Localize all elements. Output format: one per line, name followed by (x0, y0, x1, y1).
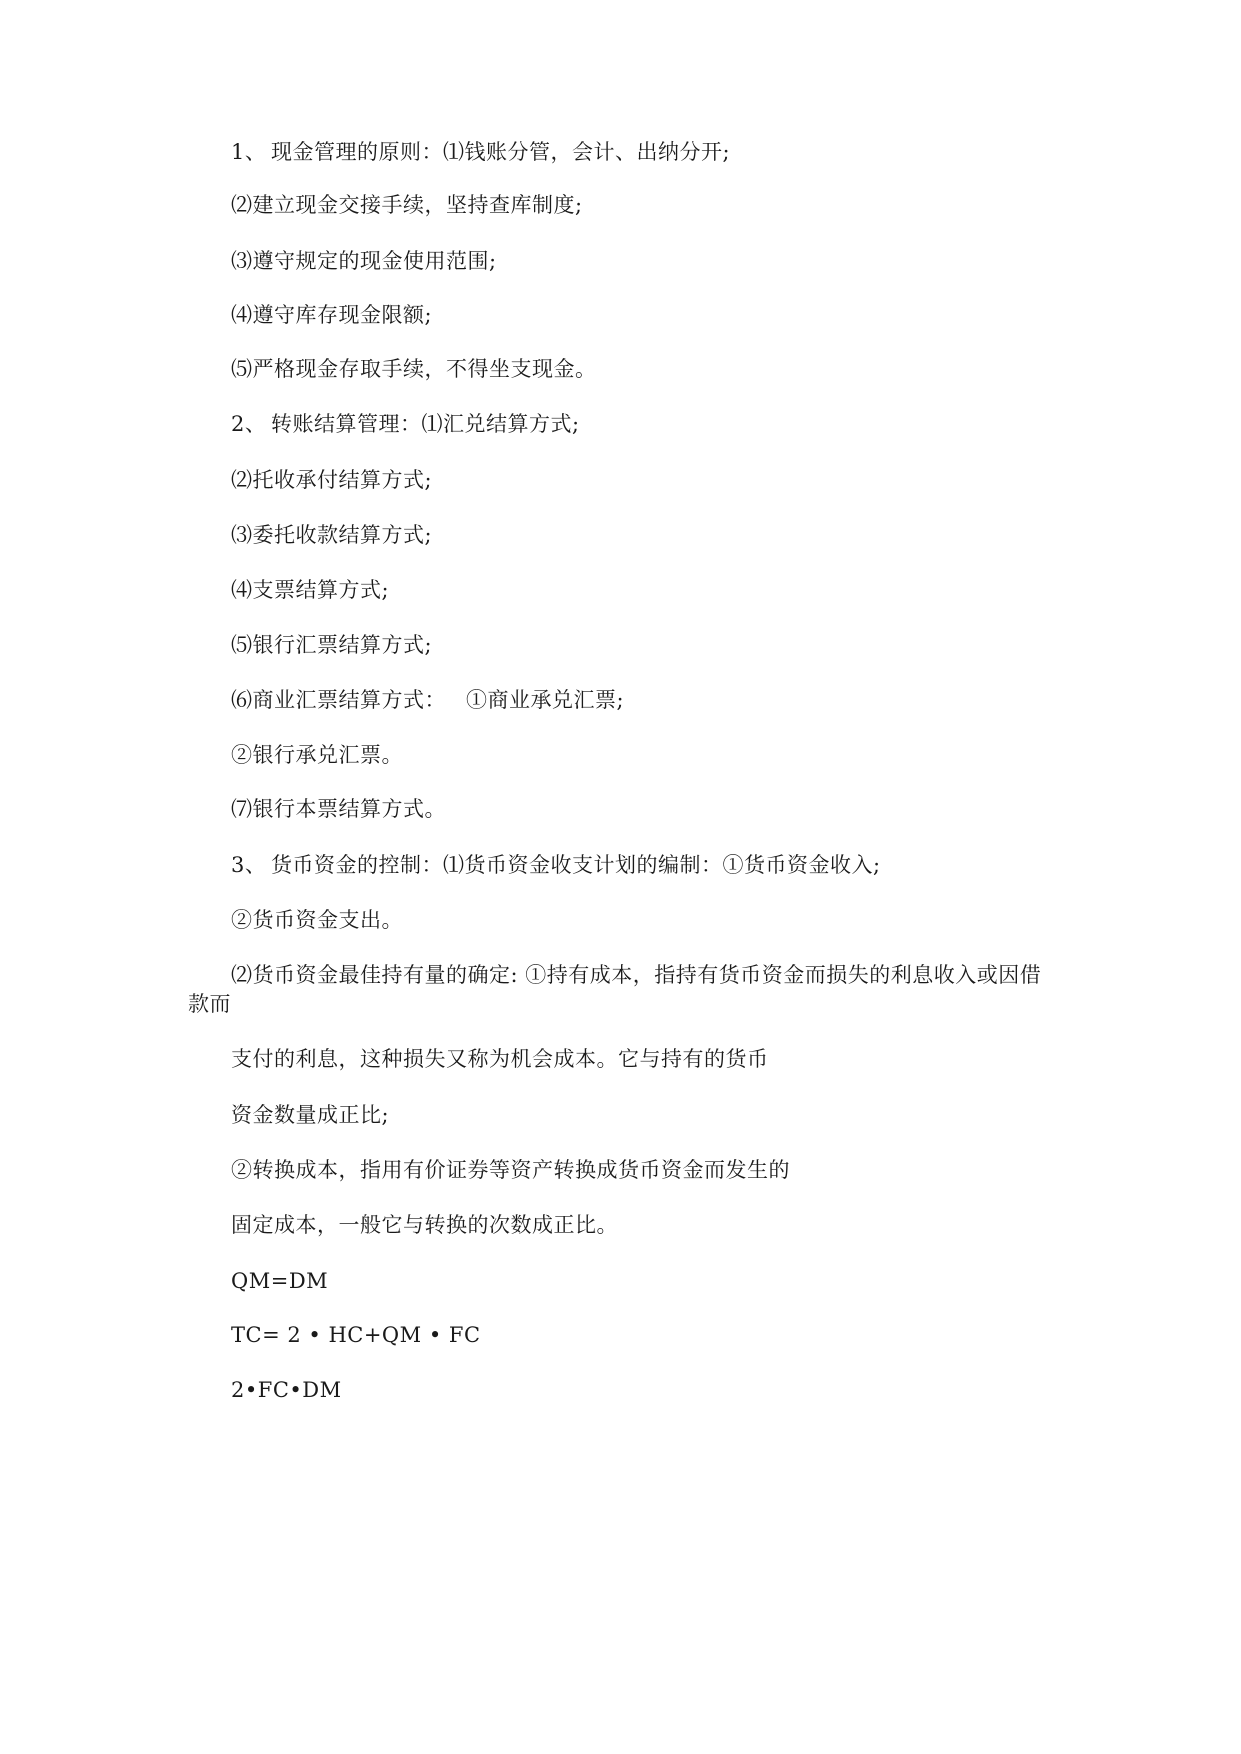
paragraph-3 (231, 247, 497, 275)
paragraph-13 (231, 795, 446, 823)
paragraph-text: ②货币资金支出。 (231, 908, 403, 932)
paragraph-10 (231, 631, 432, 659)
paragraph-6 (231, 410, 580, 438)
paragraph-text: 现金管理的原则：⑴钱账分管，会计、出纳分开; (271, 140, 731, 164)
paragraph-4 (231, 301, 432, 329)
paragraph-5 (231, 355, 597, 383)
paragraph-text: ⑵建立现金交接手续，坚持查库制度; (231, 193, 583, 217)
formula-text: TC= 2 • HC+QM • FC (231, 1323, 481, 1347)
paragraph-text: 款而 (188, 992, 231, 1016)
item-number: 3、 (231, 853, 267, 877)
paragraph-text: ⑷支票结算方式; (231, 578, 390, 602)
paragraph-8 (231, 521, 432, 549)
paragraph-text: ⑹商业汇票结算方式： (231, 688, 446, 712)
paragraph-16 (231, 961, 1041, 989)
paragraph-text: ⑶遵守规定的现金使用范围; (231, 249, 497, 273)
paragraph-15 (231, 906, 403, 934)
paragraph-text-secondary: ①商业承兑汇票; (466, 688, 625, 712)
paragraph-text: ⑸严格现金存取手续，不得坐支现金。 (231, 357, 597, 381)
paragraph-text: 支付的利息，这种损失又称为机会成本。它与持有的货币 (231, 1047, 769, 1071)
paragraph-2 (231, 191, 583, 219)
paragraph-1 (231, 138, 730, 166)
paragraph-text: 资金数量成正比; (231, 1103, 390, 1127)
paragraph-11 (231, 686, 624, 714)
paragraph-20 (231, 1211, 618, 1239)
paragraph-17 (231, 1045, 769, 1073)
formula-tc (231, 1321, 481, 1349)
paragraph-18 (231, 1101, 389, 1129)
formula-qm (231, 1267, 328, 1295)
paragraph-text: ⑶委托收款结算方式; (231, 523, 433, 547)
paragraph-9 (231, 576, 389, 604)
paragraph-text: ⑸银行汇票结算方式; (231, 633, 433, 657)
formula-text: QM=DM (231, 1269, 329, 1293)
item-number: 2、 (231, 412, 267, 436)
paragraph-text: ⑷遵守库存现金限额; (231, 303, 433, 327)
item-number: 1、 (231, 140, 267, 164)
paragraph-text: ⑵托收承付结算方式; (231, 468, 433, 492)
paragraph-text: 货币资金的控制：⑴货币资金收支计划的编制：①货币资金收入; (271, 853, 881, 877)
paragraph-text: 固定成本，一般它与转换的次数成正比。 (231, 1213, 618, 1237)
formula-fc-dm (231, 1376, 342, 1404)
formula-text: 2•FC•DM (231, 1378, 342, 1402)
paragraph-text: ⑵货币资金最佳持有量的确定: ①持有成本，指持有货币资金而损失的利息收入或因借 (231, 963, 1042, 987)
paragraph-19 (231, 1156, 790, 1184)
paragraph-text: ②转换成本，指用有价证券等资产转换成货币资金而发生的 (231, 1158, 790, 1182)
paragraph-16-continuation (188, 990, 231, 1018)
paragraph-text: 转账结算管理：⑴汇兑结算方式; (271, 412, 580, 436)
paragraph-7 (231, 466, 432, 494)
paragraph-text: ②银行承兑汇票。 (231, 743, 403, 767)
paragraph-text: ⑺银行本票结算方式。 (231, 797, 446, 821)
paragraph-12 (231, 741, 403, 769)
paragraph-14 (231, 851, 881, 879)
